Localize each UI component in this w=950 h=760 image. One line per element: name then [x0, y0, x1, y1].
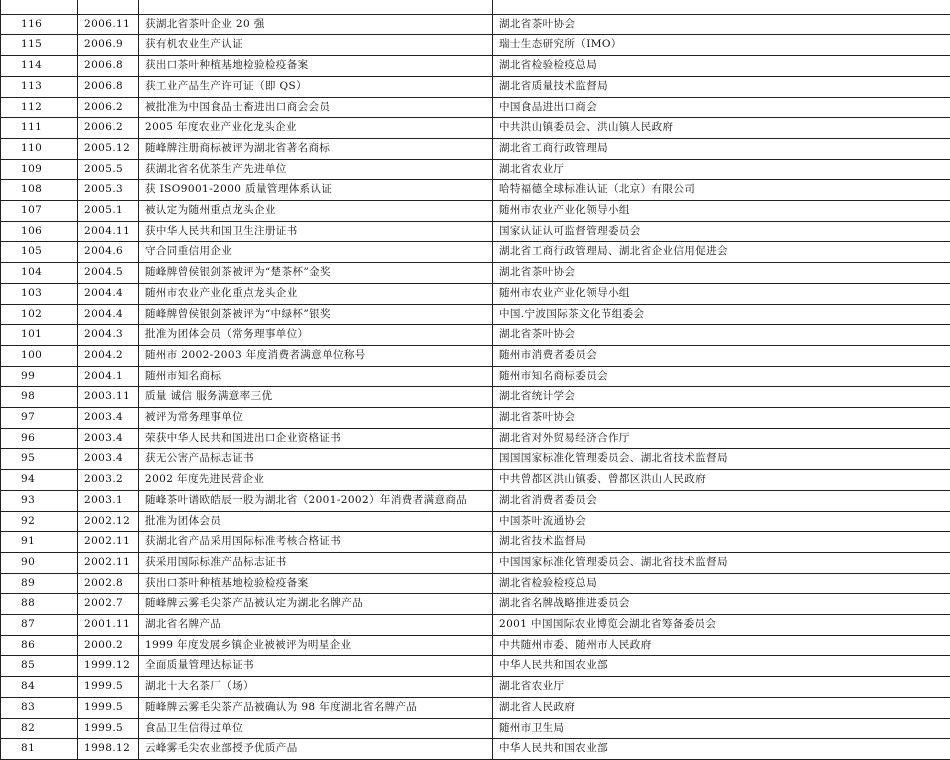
row-issuer: 湖北省消费者委员会: [493, 490, 950, 511]
row-award: 获无公害产品标志证书: [139, 449, 493, 470]
row-date: 2002.7: [78, 594, 139, 615]
row-issuer: 国国国家标准化管理委员会、湖北省技术监督局: [493, 449, 950, 470]
row-award: 随峰牌曾侯银剑茶被评为“中绿杯”银奖: [139, 304, 493, 325]
table-row: [1, 428, 950, 449]
row-issuer: 湖北省农业厅: [493, 159, 950, 180]
row-issuer: 中国.宁波国际茶文化节组委会: [493, 304, 950, 325]
row-number: 112: [1, 97, 78, 118]
table-row: [1, 138, 950, 159]
row-number: 110: [1, 138, 78, 159]
row-number: 108: [1, 180, 78, 201]
row-issuer: 湖北省茶叶协会: [493, 408, 950, 429]
row-issuer: 国家认证认可监督管理委员会: [493, 221, 950, 242]
row-number: 100: [1, 345, 78, 366]
row-date: 2003.2: [78, 470, 139, 491]
row-issuer: 湖北省对外贸易经济合作厅: [493, 428, 950, 449]
row-date: 1999.5: [78, 697, 139, 718]
row-award: 湖北省名牌产品: [139, 615, 493, 636]
row-number: 113: [1, 76, 78, 97]
table-row: [1, 366, 950, 387]
row-date: 1999.5: [78, 677, 139, 698]
table-row: [1, 408, 950, 429]
row-date: 2002.8: [78, 573, 139, 594]
table-row: [1, 325, 950, 346]
row-award: 1999 年度发展乡镇企业被被评为明星企业: [139, 635, 493, 656]
row-number: 82: [1, 718, 78, 739]
row-award: 获中华人民共和国卫生注册证书: [139, 221, 493, 242]
row-date: 2004.6: [78, 242, 139, 263]
row-number: 99: [1, 366, 78, 387]
table-row: [1, 76, 950, 97]
row-number: 115: [1, 35, 78, 56]
row-award: 随峰牌云雾毛尖茶产品被确认为 98 年度湖北省名牌产品: [139, 697, 493, 718]
row-date: 2003.11: [78, 387, 139, 408]
table-row: [1, 97, 950, 118]
row-number: 88: [1, 594, 78, 615]
row-issuer: 中国国家标准化管理委员会、湖北省技术监督局: [493, 552, 950, 573]
row-issuer: 随州市农业产业化领导小组: [493, 201, 950, 222]
row-number: 106: [1, 221, 78, 242]
row-award: 获湖北省茶叶企业 20 强: [139, 14, 493, 35]
row-number: 91: [1, 532, 78, 553]
row-issuer: 中共洪山镇委员会、洪山镇人民政府: [493, 118, 950, 139]
row-date: 2004.1: [78, 366, 139, 387]
table-row: [1, 159, 950, 180]
table-row: [1, 573, 950, 594]
row-award: 食品卫生信得过单位: [139, 718, 493, 739]
row-number: 84: [1, 677, 78, 698]
row-issuer: 哈特福德全球标准认证（北京）有限公司: [493, 180, 950, 201]
row-award: 获工业产品生产许可证（即 QS）: [139, 76, 493, 97]
row-number: 103: [1, 283, 78, 304]
row-number: 102: [1, 304, 78, 325]
row-issuer: 随州市消费者委员会: [493, 345, 950, 366]
row-date: 2003.4: [78, 428, 139, 449]
row-number: 83: [1, 697, 78, 718]
row-issuer: 中共曾都区洪山镇委、曾都区洪山人民政府: [493, 470, 950, 491]
row-number: 87: [1, 615, 78, 636]
row-issuer: 中华人民共和国农业部: [493, 739, 950, 760]
row-number: 104: [1, 263, 78, 284]
row-issuer: 湖北省检验检疫总局: [493, 573, 950, 594]
row-issuer: 中共随州市委、随州市人民政府: [493, 635, 950, 656]
table-row: [1, 0, 950, 14]
table-row: [1, 242, 950, 263]
row-date: 2006.8: [78, 56, 139, 77]
table-row: [1, 180, 950, 201]
row-number: 93: [1, 490, 78, 511]
table-row: [1, 56, 950, 77]
table-row: [1, 697, 950, 718]
row-award: 获湖北省名优茶生产先进单位: [139, 159, 493, 180]
row-award: 随峰茶叶谱欧皓辰一股为湖北省（2001-2002）年消费者满意商品: [139, 490, 493, 511]
row-issuer: 随州市农业产业化领导小组: [493, 283, 950, 304]
table-row: [1, 221, 950, 242]
row-award: 湖北十大名茶厂（场）: [139, 677, 493, 698]
row-award: 获采用国际标准产品标志证书: [139, 552, 493, 573]
row-award: 批准为团体会员: [139, 511, 493, 532]
row-date: 2004.4: [78, 283, 139, 304]
row-date: 2006.9: [78, 35, 139, 56]
row-number: 107: [1, 201, 78, 222]
row-date: 2004.4: [78, 304, 139, 325]
table-row: [1, 35, 950, 56]
row-award: 质量 诚信 服务满意率三优: [139, 387, 493, 408]
row-issuer: 随州市知名商标委员会: [493, 366, 950, 387]
row-date: 2005.12: [78, 138, 139, 159]
row-number: 105: [1, 242, 78, 263]
table-row: [1, 470, 950, 491]
table-row: [1, 304, 950, 325]
row-issuer: 湖北省名牌战略推进委员会: [493, 594, 950, 615]
row-award: 被评为常务理事单位: [139, 408, 493, 429]
row-date: 1999.5: [78, 718, 139, 739]
row-date: 2006.8: [78, 76, 139, 97]
table-row: [1, 345, 950, 366]
row-date: 2006.11: [78, 14, 139, 35]
row-issuer: 瑞士生态研究所（IMO）: [493, 35, 950, 56]
row-number: 98: [1, 387, 78, 408]
row-number: 109: [1, 159, 78, 180]
row-issuer: 中国茶叶流通协会: [493, 511, 950, 532]
row-date: 2000.2: [78, 635, 139, 656]
row-issuer: 湖北省人民政府: [493, 697, 950, 718]
row-award: [139, 0, 493, 14]
row-issuer: 湖北省茶叶协会: [493, 325, 950, 346]
row-issuer: 湖北省工商行政管理局、湖北省企业信用促进会: [493, 242, 950, 263]
table-row: [1, 532, 950, 553]
row-award: 获湖北省产品采用国际标准考核合格证书: [139, 532, 493, 553]
row-number: 116: [1, 14, 78, 35]
row-award: 获有机农业生产认证: [139, 35, 493, 56]
row-date: 2003.4: [78, 449, 139, 470]
table-row: [1, 615, 950, 636]
row-date: 1999.12: [78, 656, 139, 677]
row-date: 2002.11: [78, 532, 139, 553]
table-row: [1, 552, 950, 573]
row-number: 114: [1, 56, 78, 77]
row-number: 92: [1, 511, 78, 532]
row-issuer: 中华人民共和国农业部: [493, 656, 950, 677]
row-date: 2005.1: [78, 201, 139, 222]
row-date: 2006.2: [78, 118, 139, 139]
row-issuer: 湖北省技术监督局: [493, 532, 950, 553]
row-date: 1998.12: [78, 739, 139, 760]
row-date: 2005.5: [78, 159, 139, 180]
row-award: 守合同重信用企业: [139, 242, 493, 263]
row-award: 被批准为中国食品士畜进出口商会会员: [139, 97, 493, 118]
table-row: [1, 449, 950, 470]
row-award: 获出口茶叶种植基地检验检疫备案: [139, 56, 493, 77]
table-row: [1, 201, 950, 222]
table-row: [1, 677, 950, 698]
row-number: 86: [1, 635, 78, 656]
table-row: [1, 635, 950, 656]
row-award: 获 ISO9001-2000 质量管理体系认证: [139, 180, 493, 201]
row-date: 2003.1: [78, 490, 139, 511]
row-date: 2002.11: [78, 552, 139, 573]
row-date: 2005.3: [78, 180, 139, 201]
row-date: 2003.4: [78, 408, 139, 429]
row-award: 随峰牌曾侯银剑茶被评为“楚茶杯”金奖: [139, 263, 493, 284]
row-date: 2004.3: [78, 325, 139, 346]
row-award: 被认定为随州重点龙头企业: [139, 201, 493, 222]
row-number: 96: [1, 428, 78, 449]
row-number: 81: [1, 739, 78, 760]
row-date: 2001.11: [78, 615, 139, 636]
table-row: [1, 656, 950, 677]
table-row: [1, 594, 950, 615]
row-award: 随州市 2002-2003 年度消费者满意单位称号: [139, 345, 493, 366]
row-issuer: 湖北省统计学会: [493, 387, 950, 408]
table-row: [1, 263, 950, 284]
row-issuer: 湖北省茶叶协会: [493, 263, 950, 284]
row-number: 89: [1, 573, 78, 594]
row-date: 2004.2: [78, 345, 139, 366]
row-award: 2005 年度农业产业化龙头企业: [139, 118, 493, 139]
row-number: [1, 0, 78, 14]
row-award: 随州市农业产业化重点龙头企业: [139, 283, 493, 304]
table-row: [1, 490, 950, 511]
table-row: [1, 118, 950, 139]
row-issuer: 湖北省检验检疫总局: [493, 56, 950, 77]
row-award: 获出口茶叶种植基地检验检疫备案: [139, 573, 493, 594]
row-number: 101: [1, 325, 78, 346]
table-row: [1, 511, 950, 532]
row-number: 94: [1, 470, 78, 491]
row-award: 随州市知名商标: [139, 366, 493, 387]
row-number: 97: [1, 408, 78, 429]
row-award: 荣获中华人民共和国进出口企业资格证书: [139, 428, 493, 449]
table-row: [1, 14, 950, 35]
row-date: 2006.2: [78, 97, 139, 118]
row-issuer: 中国食品进出口商会: [493, 97, 950, 118]
row-number: 90: [1, 552, 78, 573]
row-issuer: 湖北省工商行政管理局: [493, 138, 950, 159]
row-award: 随峰牌注册商标被评为湖北省著名商标: [139, 138, 493, 159]
table-row: [1, 283, 950, 304]
row-award: 随峰牌云雾毛尖茶产品被认定为湖北名牌产品: [139, 594, 493, 615]
row-number: 95: [1, 449, 78, 470]
awards-table-body: [1, 0, 950, 760]
row-issuer: 湖北省农业厅: [493, 677, 950, 698]
row-award: 2002 年度先进民营企业: [139, 470, 493, 491]
row-issuer: 随州市卫生局: [493, 718, 950, 739]
row-award: 全面质量管理达标证书: [139, 656, 493, 677]
row-number: 111: [1, 118, 78, 139]
row-date: 2004.11: [78, 221, 139, 242]
table-row: [1, 718, 950, 739]
table-row: [1, 387, 950, 408]
row-award: 批准为团体会员（常务理事单位）: [139, 325, 493, 346]
row-issuer: 2001 中国国际农业博览会湖北省筹备委员会: [493, 615, 950, 636]
row-date: 2002.12: [78, 511, 139, 532]
row-issuer: 湖北省质量技术监督局: [493, 76, 950, 97]
row-number: 85: [1, 656, 78, 677]
row-issuer: [493, 0, 950, 14]
row-date: [78, 0, 139, 14]
row-issuer: 湖北省茶叶协会: [493, 14, 950, 35]
row-award: 云峰雾毛尖农业部授予优质产品: [139, 739, 493, 760]
row-date: 2004.5: [78, 263, 139, 284]
